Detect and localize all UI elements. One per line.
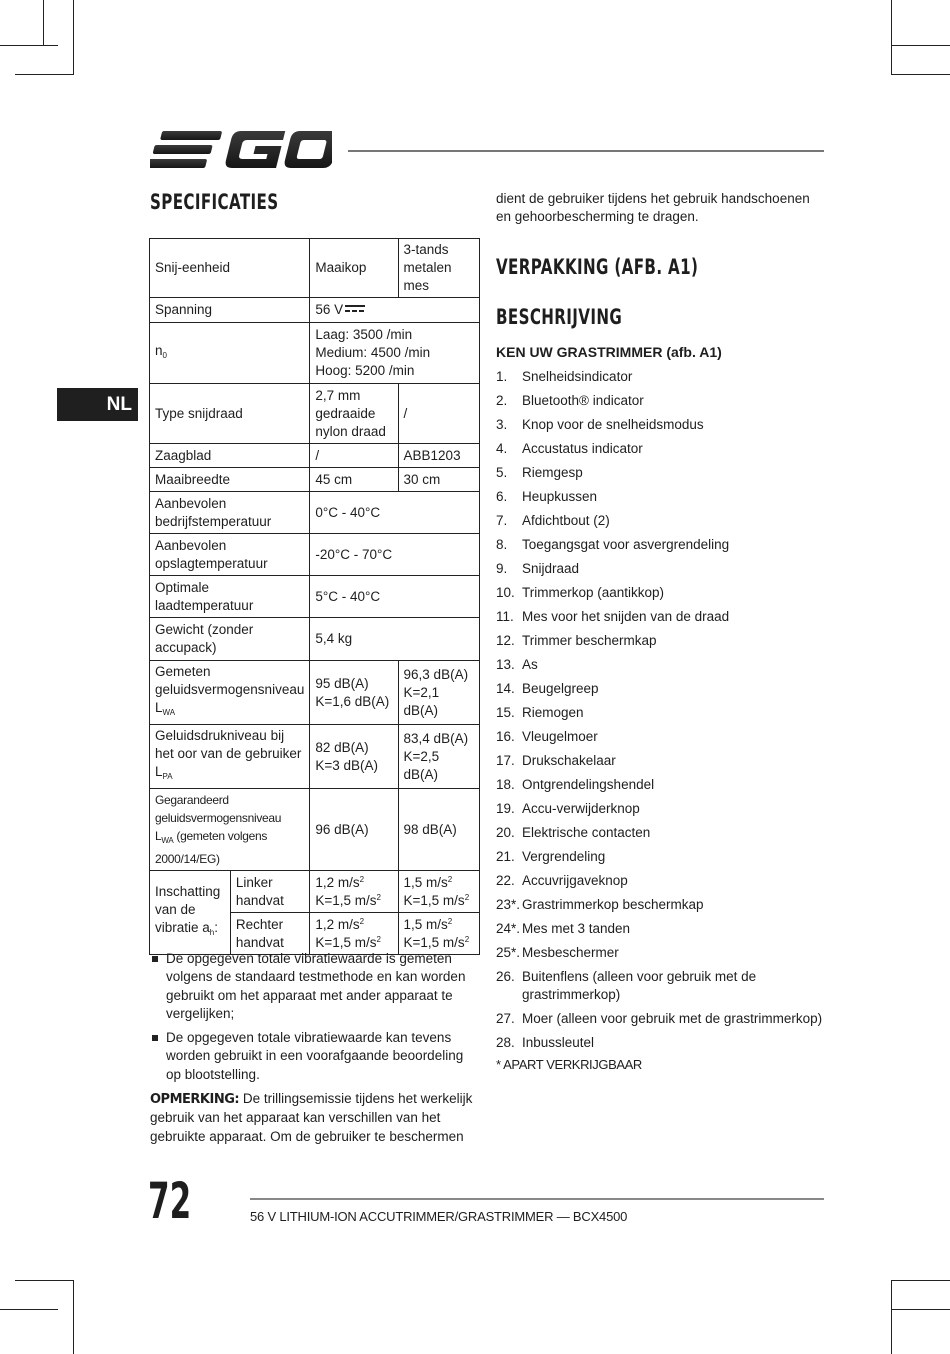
list-item <box>496 704 826 722</box>
item-text: Buitenflens (alleen voor gebruik met de grastrimmerkop) <box>522 968 757 1002</box>
item-number: 7. <box>496 512 508 528</box>
spec-value-line: 1,5 m/s <box>403 916 448 932</box>
spec-label-subscript: 0 <box>162 350 167 360</box>
item-text: Accustatus indicator <box>522 440 643 456</box>
list-item <box>496 416 826 434</box>
item-number: 25*. <box>496 944 521 960</box>
packaging-title: VERPAKKING (AFB. A1) <box>496 255 699 279</box>
vibration-notes <box>150 950 475 1090</box>
spec-label: Zaagblad <box>150 444 310 468</box>
superscript: 2 <box>376 892 381 902</box>
note-text: De trillingsemissie tijdens het werkelijk gebruik van het apparaat kan verschillen van het gebruikte apparaat. Om de gebruiker te beschermen <box>150 1091 473 1144</box>
spec-table <box>149 238 480 955</box>
item-number: 13. <box>496 656 515 672</box>
item-number: 6. <box>496 488 508 504</box>
item-text: Elektrische contacten <box>522 824 651 840</box>
item-number: 3. <box>496 416 508 432</box>
list-item <box>496 368 826 386</box>
item-number: 14. <box>496 680 515 696</box>
crop-mark <box>891 45 950 46</box>
superscript: 2 <box>447 916 453 926</box>
table-row <box>150 789 480 871</box>
spec-label-text: n <box>155 342 163 358</box>
speed-medium: Medium: 4500 /min <box>315 345 431 360</box>
spec-value <box>310 871 398 913</box>
list-item <box>496 440 826 458</box>
spec-value: 0°C - 40°C <box>310 492 480 534</box>
table-row <box>150 468 480 492</box>
speed-low: Laag: 3500 /min <box>315 327 413 342</box>
list-item <box>496 752 826 770</box>
spec-symbol-subscript: PA <box>162 772 173 781</box>
spec-symbol: L <box>155 764 163 779</box>
spec-value <box>398 913 479 955</box>
handle-label-right: Rechter handvat <box>230 913 310 955</box>
item-number: 4. <box>496 440 508 456</box>
spec-label: Type snijdraad <box>150 384 310 444</box>
item-text: Grastrimmerkop beschermkap <box>522 896 704 912</box>
table-row <box>150 576 480 618</box>
ego-logo <box>150 128 332 177</box>
table-row <box>150 239 480 298</box>
spec-title: SPECIFICATIES <box>150 190 279 214</box>
item-number: 5. <box>496 464 508 480</box>
item-number: 23*. <box>496 896 521 912</box>
crop-mark <box>15 1280 74 1281</box>
spec-label: Gewicht (zonder accupack) <box>150 618 310 661</box>
item-text: Drukschakelaar <box>522 752 616 768</box>
spec-value <box>310 298 480 323</box>
item-text: Mes met 3 tanden <box>522 920 631 936</box>
language-tab-label: NL <box>106 393 132 415</box>
language-tab <box>57 388 138 421</box>
item-text: Heupkussen <box>522 488 598 504</box>
item-number: 20. <box>496 824 515 840</box>
item-text: Trimmer beschermkap <box>522 632 657 648</box>
spec-value-line: K=1,5 m/s <box>315 934 377 950</box>
list-item <box>496 896 826 914</box>
crop-mark <box>73 0 74 75</box>
item-text: Moer (alleen voor gebruik met de grastrimmerkop) <box>522 1010 823 1026</box>
separately-available-note: * APART VERKRIJGBAAR <box>496 1057 642 1072</box>
item-text: Snijdraad <box>522 560 580 576</box>
item-text: Vleugelmoer <box>522 728 598 744</box>
spec-value-line: 1,2 m/s <box>315 874 360 890</box>
item-text: Riemogen <box>522 704 584 720</box>
list-item <box>496 608 826 626</box>
dc-symbol-icon <box>345 305 365 313</box>
spec-label <box>150 323 310 384</box>
table-row <box>150 298 480 323</box>
item-number: 15. <box>496 704 515 720</box>
table-row <box>150 661 480 725</box>
spec-label <box>150 789 310 871</box>
superscript: 2 <box>447 874 453 884</box>
table-row <box>150 618 480 661</box>
spec-label-text: Geluidsdrukniveau bij het oor van de gebruiker <box>155 728 302 761</box>
list-item <box>496 1034 826 1052</box>
list-item <box>496 920 826 938</box>
crop-mark <box>0 1309 58 1310</box>
spec-value: 30 cm <box>398 468 479 492</box>
superscript: 2 <box>376 934 381 944</box>
spec-label: Optimale laadtemperatuur <box>150 576 310 618</box>
table-row <box>150 871 480 913</box>
list-item <box>496 560 826 578</box>
item-text: Beugelgreep <box>522 680 599 696</box>
list-item <box>496 392 826 410</box>
know-title: KEN UW GRASTRIMMER (afb. A1) <box>496 344 722 360</box>
item-number: 27. <box>496 1010 515 1026</box>
spec-label <box>150 725 310 789</box>
list-item <box>496 680 826 698</box>
item-text: Trimmerkop (aantikkop) <box>522 584 665 600</box>
crop-mark <box>891 74 950 75</box>
item-number: 21. <box>496 848 515 864</box>
superscript: 2 <box>464 934 470 944</box>
item-number: 19. <box>496 800 515 816</box>
crop-mark <box>73 1280 74 1354</box>
list-item: De opgegeven totale vibratiewaarde kan tevens worden gebruikt in een voorafgaande beoordeling op blootstelling. <box>150 1029 475 1084</box>
spec-value: 5,4 kg <box>310 618 480 661</box>
spec-value <box>398 871 479 913</box>
crop-mark <box>891 0 892 75</box>
spec-value: 5°C - 40°C <box>310 576 480 618</box>
crop-mark <box>891 1309 950 1310</box>
item-number: 16. <box>496 728 515 744</box>
spec-label: Aanbevolen opslagtemperatuur <box>150 534 310 576</box>
table-row <box>150 492 480 534</box>
item-number: 1. <box>496 369 508 384</box>
list-item: De opgegeven totale vibratiewaarde is gemeten volgens de standaard testmethode en kan worden gebruikt om het apparaat met ander apparaat te vergelijken; <box>150 950 475 1023</box>
spec-label <box>150 871 231 955</box>
item-number: 17. <box>496 752 515 768</box>
spec-label: Maaibreedte <box>150 468 310 492</box>
table-row <box>150 323 480 384</box>
page-number: 72 <box>148 1172 192 1230</box>
item-text: Afdichtbout (2) <box>522 512 610 528</box>
list-item <box>496 1010 826 1028</box>
spec-value <box>310 323 480 384</box>
spec-value-line: K=1,6 dB(A) <box>315 693 390 709</box>
spec-value: / <box>310 444 398 468</box>
spec-value-line: 1,2 m/s <box>315 916 360 932</box>
spec-value <box>398 661 479 725</box>
spec-value: 3-tands metalen mes <box>398 239 479 298</box>
spec-value-line: K=2,5 dB(A) <box>403 748 440 782</box>
item-text: Snelheidsindicator <box>522 369 633 384</box>
spec-value: 45 cm <box>310 468 398 492</box>
spec-label: Spanning <box>150 298 310 323</box>
spec-symbol-subscript: WA <box>162 708 176 717</box>
spec-value-line: K=1,5 m/s <box>403 934 465 950</box>
crop-mark <box>891 1280 950 1281</box>
spec-value: 96 dB(A) <box>310 789 398 871</box>
item-number: 10. <box>496 584 515 600</box>
item-text: Knop voor de snelheidsmodus <box>522 416 704 432</box>
list-item <box>496 824 826 842</box>
spec-value: 2,7 mm gedraaide nylon draad <box>310 384 398 444</box>
list-item <box>496 656 826 674</box>
item-number: 8. <box>496 536 508 552</box>
list-item <box>496 968 826 1005</box>
footer-rule <box>250 1198 824 1200</box>
table-row <box>150 725 480 789</box>
spec-label: Aanbevolen bedrijfstemperatuur <box>150 492 310 534</box>
table-row <box>150 444 480 468</box>
spec-label-text: Gegarandeerd geluidsvermogensniveau <box>155 793 282 825</box>
spec-value: -20°C - 70°C <box>310 534 480 576</box>
spec-value-line: 1,5 m/s <box>403 874 448 890</box>
parts-list <box>496 368 826 1058</box>
spec-value-line: K=2,1 dB(A) <box>403 684 440 718</box>
spec-value-line: 96,3 dB(A) <box>403 666 469 682</box>
spec-symbol: L <box>155 829 162 843</box>
list-item <box>496 584 826 602</box>
item-text: Bluetooth® indicator <box>522 392 644 408</box>
list-item <box>496 848 826 866</box>
crop-mark <box>43 0 44 45</box>
description-title: BESCHRIJVING <box>496 305 623 329</box>
spec-symbol: L <box>155 700 163 715</box>
crop-mark <box>0 45 58 46</box>
list-item <box>496 512 826 530</box>
table-row <box>150 534 480 576</box>
item-text: Mesbeschermer <box>522 944 619 960</box>
list-item <box>496 776 826 794</box>
spec-label-text: Inschatting van de vibratie a <box>155 884 221 935</box>
item-text: Accuvrijgaveknop <box>522 872 628 888</box>
spec-value <box>310 913 398 955</box>
note-paragraph <box>150 1090 475 1146</box>
item-number: 11. <box>496 608 514 624</box>
item-number: 24*. <box>496 920 521 936</box>
handle-label-left: Linker handvat <box>230 871 310 913</box>
list-item <box>496 872 826 890</box>
spec-value-line: K=1,5 m/s <box>315 892 377 908</box>
spec-label-text: Gemeten geluidsvermogensniveau <box>155 664 305 697</box>
item-text: Riemgesp <box>522 464 583 480</box>
list-item <box>496 488 826 506</box>
item-number: 18. <box>496 776 515 792</box>
item-number: 28. <box>496 1034 515 1050</box>
item-text: Mes voor het snijden van de draad <box>522 608 730 624</box>
superscript: 2 <box>464 892 470 902</box>
spec-value: ABB1203 <box>398 444 479 468</box>
list-item <box>496 728 826 746</box>
spec-label: Snij-eenheid <box>150 239 310 298</box>
crop-mark <box>15 74 74 75</box>
item-text: Inbussleutel <box>522 1034 595 1050</box>
item-text: Ontgrendelingshendel <box>522 776 655 792</box>
spec-label <box>150 661 310 725</box>
item-number: 12. <box>496 632 515 648</box>
superscript: 2 <box>359 874 365 884</box>
superscript: 2 <box>359 916 365 926</box>
footer-text: 56 V LITHIUM-ION ACCUTRIMMER/GRASTRIMMER — BCX4500 <box>250 1209 628 1224</box>
item-number: 26. <box>496 968 515 984</box>
list-item <box>496 944 826 962</box>
item-number: 2. <box>496 392 508 408</box>
item-text: Accu-verwijderknop <box>522 800 640 816</box>
speed-high: Hoog: 5200 /min <box>315 363 415 378</box>
crop-mark <box>891 1280 892 1354</box>
spec-value: / <box>398 384 479 444</box>
spec-label-subscript: h <box>209 928 215 937</box>
spec-value <box>398 725 479 789</box>
item-text: Vergrendeling <box>522 848 606 864</box>
list-item <box>496 632 826 650</box>
spec-label-text: : <box>214 920 218 935</box>
spec-value: 98 dB(A) <box>398 789 479 871</box>
list-item <box>496 800 826 818</box>
voltage-value: 56 V <box>315 302 344 317</box>
spec-value-line: 95 dB(A) <box>315 675 369 691</box>
spec-value-line: K=3 dB(A) <box>315 757 378 773</box>
item-text: Toegangsgat voor asvergrendeling <box>522 536 730 552</box>
right-intro: dient de gebruiker tijdens het gebruik handschoenen en gehoorbescherming te dragen. <box>496 191 810 225</box>
spec-value-line: 83,4 dB(A) <box>403 730 469 746</box>
item-text: As <box>522 656 538 672</box>
spec-value: Maaikop <box>310 239 398 298</box>
note-label: OPMERKING: <box>150 1092 240 1107</box>
spec-value-line: K=1,5 m/s <box>403 892 465 908</box>
item-number: 22. <box>496 872 515 888</box>
list-item <box>496 536 826 554</box>
spec-value <box>310 661 398 725</box>
spec-label-text: (gemeten volgens 2000/14/EG) <box>155 829 268 866</box>
header-rule <box>348 150 824 152</box>
list-item <box>496 464 826 482</box>
spec-symbol-subscript: WA <box>161 836 174 845</box>
spec-value-line: 82 dB(A) <box>315 739 369 755</box>
table-row <box>150 384 480 444</box>
item-number: 9. <box>496 560 508 576</box>
spec-value <box>310 725 398 789</box>
